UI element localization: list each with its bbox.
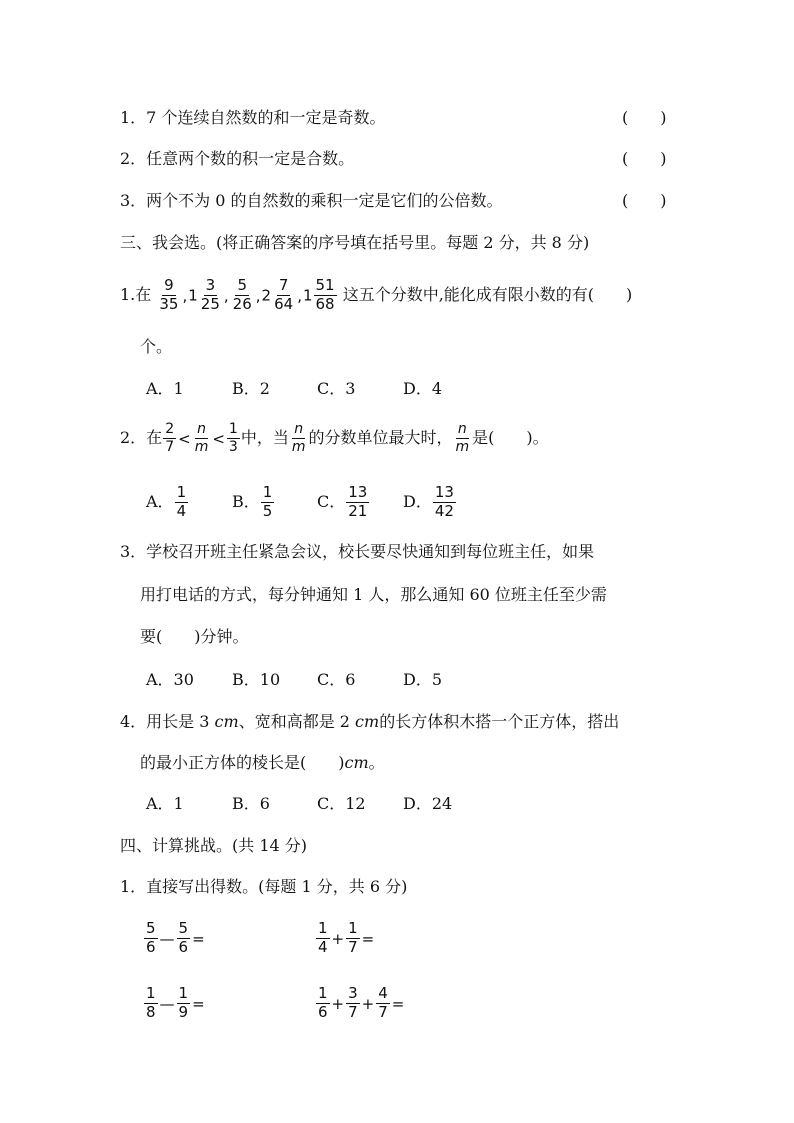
q4-option-c[interactable]: C．12 bbox=[317, 794, 366, 813]
fraction: $\frac{13}{21}$ bbox=[348, 483, 368, 520]
fraction-n-over-m: $\frac{n}{m}$ bbox=[291, 421, 306, 455]
q2-option-a[interactable]: A． $\frac{1}{4}$ bbox=[146, 483, 187, 520]
calc-heading: 1．直接写出得数。(每题 1 分，共 6 分) bbox=[120, 877, 408, 896]
fraction: $\frac{9}{35}$ bbox=[159, 276, 179, 313]
fraction: $\frac{3}{25}$ bbox=[200, 276, 220, 313]
q1-option-a[interactable]: A．1 bbox=[146, 379, 184, 398]
q1-option-b[interactable]: B．2 bbox=[232, 379, 270, 398]
q1-suffix: 这五个分数中,能化成有限小数的有( ) bbox=[337, 285, 633, 304]
calc-expression-4: $\frac{1}{6}$ + $\frac{3}{7}$ + $\frac{4}{7}$ = bbox=[318, 984, 405, 1021]
q3-line-2: 用打电话的方式，每分钟通知 1 人，那么通知 60 位班主任至少需 bbox=[140, 585, 607, 604]
judge-item-3: 3．两个不为 0 的自然数的乘积一定是它们的公倍数。 bbox=[120, 191, 503, 210]
q3-option-b[interactable]: B．10 bbox=[232, 670, 281, 689]
q4-option-d[interactable]: D．24 bbox=[403, 794, 453, 813]
fraction: $\frac{7}{64}$ bbox=[274, 276, 294, 313]
q1-line: 1.在 $\frac{9}{35}$ ,1 $\frac{3}{25}$ , $\frac{5}{26}$ ,2 $\frac{7}{64}$ ,1 $\frac{51}{68}$ 这五个分数中,能化成有限小数的有( ) bbox=[120, 276, 633, 313]
q4-option-a[interactable]: A．1 bbox=[146, 794, 184, 813]
q3-line-3: 要( )分钟。 bbox=[140, 627, 249, 646]
answer-blank-2[interactable]: ( ) bbox=[622, 149, 667, 168]
fraction-n-over-m: $\frac{n}{m}$ bbox=[194, 421, 209, 455]
q1-continuation: 个。 bbox=[140, 337, 173, 356]
calc-expression-3: $\frac{1}{8}$ — $\frac{1}{9}$ = bbox=[146, 984, 205, 1021]
answer-blank-3[interactable]: ( ) bbox=[622, 191, 667, 210]
q1-option-d[interactable]: D．4 bbox=[403, 379, 443, 398]
q2-option-b[interactable]: B． $\frac{1}{5}$ bbox=[232, 483, 273, 520]
fraction: $\frac{1}{4}$ bbox=[176, 483, 187, 520]
calc-expression-1: $\frac{5}{6}$ — $\frac{5}{6}$ = bbox=[146, 919, 205, 956]
q1-option-c[interactable]: C．3 bbox=[317, 379, 356, 398]
fraction: $\frac{1}{5}$ bbox=[262, 483, 273, 520]
q3-option-a[interactable]: A．30 bbox=[146, 670, 194, 689]
q3-option-c[interactable]: C．6 bbox=[317, 670, 356, 689]
q1-prefix: 1.在 bbox=[120, 285, 152, 304]
q4-line-2: 的最小正方体的棱长是( )cm。 bbox=[140, 753, 385, 772]
judge-item-2: 2．任意两个数的积一定是合数。 bbox=[120, 149, 355, 168]
q4-line-1: 4．用长是 3 cm、宽和高都是 2 cm的长方体积木搭一个正方体，搭出 bbox=[120, 712, 620, 731]
judge-item-1: 1．7 个连续自然数的和一定是奇数。 bbox=[120, 108, 386, 127]
fraction-n-over-m: $\frac{n}{m}$ bbox=[455, 421, 470, 455]
fraction: $\frac{13}{42}$ bbox=[434, 483, 454, 520]
q4-option-b[interactable]: B．6 bbox=[232, 794, 270, 813]
q3-option-d[interactable]: D．5 bbox=[403, 670, 443, 689]
q2-option-d[interactable]: D． $\frac{13}{42}$ bbox=[403, 483, 454, 520]
fraction: $\frac{1}{3}$ bbox=[228, 421, 238, 455]
q3-line-1: 3．学校召开班主任紧急会议，校长要尽快通知到每位班主任，如果 bbox=[120, 542, 595, 561]
section-3-heading: 三、我会选。(将正确答案的序号填在括号里。每题 2 分，共 8 分) bbox=[120, 233, 590, 252]
answer-blank-1[interactable]: ( ) bbox=[622, 108, 667, 127]
fraction: $\frac{51}{68}$ bbox=[315, 276, 335, 313]
fraction: $\frac{5}{26}$ bbox=[232, 276, 252, 313]
fraction: $\frac{2}{7}$ bbox=[165, 421, 175, 455]
q2-line: 2．在 $\frac{2}{7}$ < $\frac{n}{m}$ < $\frac{1}{3}$ 中，当 $\frac{n}{m}$ 的分数单位最大时， $\frac{n}{m}$ 是( )。 bbox=[120, 421, 549, 455]
calc-expression-2: $\frac{1}{4}$ + $\frac{1}{7}$ = bbox=[318, 919, 375, 956]
section-4-heading: 四、计算挑战。(共 14 分) bbox=[120, 836, 308, 855]
q2-option-c[interactable]: C． $\frac{13}{21}$ bbox=[317, 483, 368, 520]
